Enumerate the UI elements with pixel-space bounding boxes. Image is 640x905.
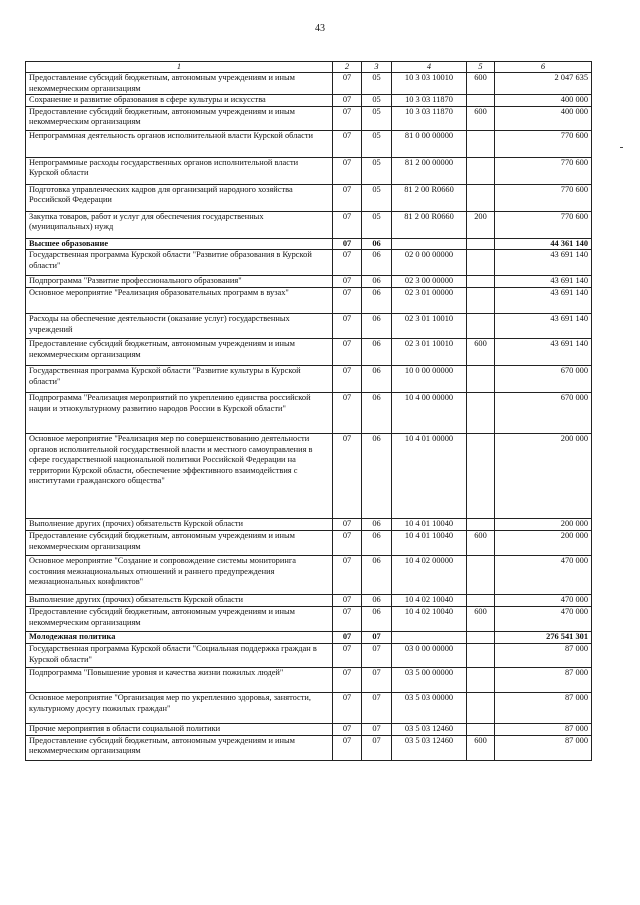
row-amount: 200 000 bbox=[495, 434, 592, 519]
table-row bbox=[26, 434, 592, 519]
table-row bbox=[26, 73, 592, 95]
table-row bbox=[26, 644, 592, 668]
row-expense-type bbox=[467, 250, 495, 276]
row-target-article: 03 5 03 12460 bbox=[392, 735, 467, 760]
row-name: Выполнение других (прочих) обязательств Курской области bbox=[26, 519, 333, 531]
table-row bbox=[26, 130, 592, 157]
row-expense-type bbox=[467, 668, 495, 693]
row-subsection: 06 bbox=[362, 519, 392, 531]
row-subsection: 06 bbox=[362, 531, 392, 556]
row-expense-type bbox=[467, 366, 495, 393]
row-name: Выполнение других (прочих) обязательств Курской области bbox=[26, 595, 333, 607]
table-row bbox=[26, 276, 592, 288]
row-amount: 87 000 bbox=[495, 693, 592, 724]
row-subsection: 07 bbox=[362, 693, 392, 724]
table-row bbox=[26, 556, 592, 595]
row-section: 07 bbox=[333, 531, 362, 556]
table-row bbox=[26, 519, 592, 531]
table-row-section-total bbox=[26, 238, 592, 250]
row-amount: 2 047 635 bbox=[495, 73, 592, 95]
table-row bbox=[26, 366, 592, 393]
row-target-article: 10 4 02 00000 bbox=[392, 556, 467, 595]
margin-mark bbox=[620, 147, 623, 148]
row-section: 07 bbox=[333, 632, 362, 644]
row-section: 07 bbox=[333, 644, 362, 668]
row-amount: 43 691 140 bbox=[495, 314, 592, 339]
row-target-article: 03 5 03 12460 bbox=[392, 724, 467, 736]
row-target-article: 02 3 00 00000 bbox=[392, 276, 467, 288]
row-section: 07 bbox=[333, 73, 362, 95]
row-target-article: 10 4 02 10040 bbox=[392, 595, 467, 607]
row-name: Подпрограмма "Реализация мероприятий по укреплению единства российской нации и этнокультурному развитию народов России в Курской области" bbox=[26, 393, 333, 434]
row-name: Непрограммные расходы государственных органов исполнительной власти Курской области bbox=[26, 157, 333, 184]
row-expense-type bbox=[467, 434, 495, 519]
row-subsection: 05 bbox=[362, 184, 392, 211]
table-row bbox=[26, 288, 592, 314]
row-expense-type: 600 bbox=[467, 73, 495, 95]
row-section: 07 bbox=[333, 556, 362, 595]
row-section: 07 bbox=[333, 288, 362, 314]
header-col-5: 5 bbox=[467, 62, 495, 73]
table-row bbox=[26, 157, 592, 184]
row-section: 07 bbox=[333, 157, 362, 184]
row-expense-type bbox=[467, 130, 495, 157]
row-section: 07 bbox=[333, 95, 362, 107]
row-name: Молодежная политика bbox=[26, 632, 333, 644]
row-subsection: 05 bbox=[362, 157, 392, 184]
row-target-article: 03 0 00 00000 bbox=[392, 644, 467, 668]
row-target-article: 03 5 03 00000 bbox=[392, 693, 467, 724]
header-col-6: 6 bbox=[495, 62, 592, 73]
row-name: Закупка товаров, работ и услуг для обеспечения государственных (муниципальных) нужд bbox=[26, 211, 333, 238]
row-name: Расходы на обеспечение деятельности (оказание услуг) государственных учреждений bbox=[26, 314, 333, 339]
row-expense-type bbox=[467, 519, 495, 531]
row-name: Подготовка управленческих кадров для организаций народного хозяйства Российской Федерации bbox=[26, 184, 333, 211]
row-subsection: 06 bbox=[362, 314, 392, 339]
row-expense-type bbox=[467, 184, 495, 211]
row-name: Предоставление субсидий бюджетным, автономным учреждениям и иным некоммерческим организациям bbox=[26, 607, 333, 632]
table-row bbox=[26, 314, 592, 339]
row-name: Основное мероприятие "Реализация образовательных программ в вузах" bbox=[26, 288, 333, 314]
row-expense-type: 600 bbox=[467, 607, 495, 632]
row-subsection: 07 bbox=[362, 632, 392, 644]
row-target-article bbox=[392, 632, 467, 644]
table-row bbox=[26, 339, 592, 366]
row-amount: 400 000 bbox=[495, 95, 592, 107]
row-expense-type bbox=[467, 556, 495, 595]
row-name: Сохранение и развитие образования в сфере культуры и искусства bbox=[26, 95, 333, 107]
row-name: Государственная программа Курской области "Развитие образования в Курской области" bbox=[26, 250, 333, 276]
table-row bbox=[26, 211, 592, 238]
row-subsection: 06 bbox=[362, 276, 392, 288]
row-expense-type: 200 bbox=[467, 211, 495, 238]
row-target-article: 81 2 00 R0660 bbox=[392, 211, 467, 238]
row-subsection: 05 bbox=[362, 106, 392, 130]
row-subsection: 06 bbox=[362, 556, 392, 595]
row-expense-type bbox=[467, 95, 495, 107]
row-target-article: 81 2 00 R0660 bbox=[392, 184, 467, 211]
row-section: 07 bbox=[333, 393, 362, 434]
row-section: 07 bbox=[333, 211, 362, 238]
row-target-article: 02 3 01 00000 bbox=[392, 288, 467, 314]
table-row bbox=[26, 668, 592, 693]
row-amount: 87 000 bbox=[495, 668, 592, 693]
row-name: Предоставление субсидий бюджетным, автономным учреждениям и иным некоммерческим организациям bbox=[26, 735, 333, 760]
row-target-article: 02 3 01 10010 bbox=[392, 339, 467, 366]
row-expense-type bbox=[467, 693, 495, 724]
header-col-2: 2 bbox=[333, 62, 362, 73]
row-subsection: 06 bbox=[362, 595, 392, 607]
row-amount: 470 000 bbox=[495, 595, 592, 607]
row-name: Непрограммная деятельность органов исполнительной власти Курской области bbox=[26, 130, 333, 157]
table-row bbox=[26, 393, 592, 434]
row-section: 07 bbox=[333, 724, 362, 736]
row-subsection: 06 bbox=[362, 250, 392, 276]
row-expense-type bbox=[467, 393, 495, 434]
row-target-article: 10 3 03 11870 bbox=[392, 95, 467, 107]
row-name: Высшее образование bbox=[26, 238, 333, 250]
row-target-article: 10 0 00 00000 bbox=[392, 366, 467, 393]
row-expense-type: 600 bbox=[467, 531, 495, 556]
row-name: Государственная программа Курской области "Развитие культуры в Курской области" bbox=[26, 366, 333, 393]
row-target-article: 10 4 02 10040 bbox=[392, 607, 467, 632]
row-subsection: 05 bbox=[362, 211, 392, 238]
row-section: 07 bbox=[333, 238, 362, 250]
table-row bbox=[26, 184, 592, 211]
row-name: Основное мероприятие "Создание и сопровождение системы мониторинга состояния межнациональных отношений и раннего предупреждения межнациональных конфликтов" bbox=[26, 556, 333, 595]
row-target-article: 10 4 01 10040 bbox=[392, 531, 467, 556]
row-name: Прочие мероприятия в области социальной политики bbox=[26, 724, 333, 736]
row-amount: 670 000 bbox=[495, 393, 592, 434]
row-subsection: 05 bbox=[362, 95, 392, 107]
row-subsection: 06 bbox=[362, 393, 392, 434]
row-subsection: 06 bbox=[362, 288, 392, 314]
row-subsection: 06 bbox=[362, 238, 392, 250]
row-subsection: 06 bbox=[362, 607, 392, 632]
row-amount: 44 361 140 bbox=[495, 238, 592, 250]
header-col-4: 4 bbox=[392, 62, 467, 73]
row-name: Предоставление субсидий бюджетным, автономным учреждениям и иным некоммерческим организациям bbox=[26, 73, 333, 95]
row-section: 07 bbox=[333, 668, 362, 693]
row-amount: 200 000 bbox=[495, 531, 592, 556]
table-row bbox=[26, 607, 592, 632]
row-amount: 87 000 bbox=[495, 735, 592, 760]
row-expense-type: 600 bbox=[467, 339, 495, 366]
row-amount: 43 691 140 bbox=[495, 339, 592, 366]
table-row bbox=[26, 106, 592, 130]
row-subsection: 06 bbox=[362, 339, 392, 366]
row-target-article: 10 3 03 11870 bbox=[392, 106, 467, 130]
row-expense-type bbox=[467, 724, 495, 736]
row-expense-type: 600 bbox=[467, 106, 495, 130]
row-amount: 276 541 301 bbox=[495, 632, 592, 644]
row-subsection: 06 bbox=[362, 366, 392, 393]
row-target-article: 10 3 03 10010 bbox=[392, 73, 467, 95]
row-amount: 770 600 bbox=[495, 157, 592, 184]
row-amount: 770 600 bbox=[495, 184, 592, 211]
row-amount: 200 000 bbox=[495, 519, 592, 531]
header-col-1: 1 bbox=[26, 62, 333, 73]
row-name: Предоставление субсидий бюджетным, автономным учреждениям и иным некоммерческим организациям bbox=[26, 106, 333, 130]
row-expense-type: 600 bbox=[467, 735, 495, 760]
row-target-article: 10 4 01 10040 bbox=[392, 519, 467, 531]
row-expense-type bbox=[467, 314, 495, 339]
row-amount: 43 691 140 bbox=[495, 276, 592, 288]
header-col-3: 3 bbox=[362, 62, 392, 73]
row-subsection: 07 bbox=[362, 735, 392, 760]
row-target-article: 02 3 01 10010 bbox=[392, 314, 467, 339]
table-header-row bbox=[26, 62, 592, 73]
row-target-article bbox=[392, 238, 467, 250]
row-amount: 87 000 bbox=[495, 724, 592, 736]
row-expense-type bbox=[467, 157, 495, 184]
row-section: 07 bbox=[333, 519, 362, 531]
row-amount: 400 000 bbox=[495, 106, 592, 130]
row-name: Предоставление субсидий бюджетным, автономным учреждениям и иным некоммерческим организациям bbox=[26, 531, 333, 556]
table-row-section-total bbox=[26, 632, 592, 644]
row-section: 07 bbox=[333, 434, 362, 519]
row-name: Основное мероприятие "Организация мер по укреплению здоровья, занятости, культурному досугу пожилых граждан" bbox=[26, 693, 333, 724]
table-row bbox=[26, 531, 592, 556]
row-section: 07 bbox=[333, 339, 362, 366]
table-row bbox=[26, 724, 592, 736]
row-section: 07 bbox=[333, 184, 362, 211]
row-section: 07 bbox=[333, 366, 362, 393]
row-name: Основное мероприятие "Реализация мер по совершенствованию деятельности органов исполнительной государственной власти и местного самоуправления в сфере государственной национальной политики Российской Федерации на территории Курской области, обеспечение эффективного взаимодействия с институтами гражданского общества" bbox=[26, 434, 333, 519]
row-name: Подпрограмма "Развитие профессионального образования" bbox=[26, 276, 333, 288]
row-target-article: 10 4 01 00000 bbox=[392, 434, 467, 519]
row-target-article: 02 0 00 00000 bbox=[392, 250, 467, 276]
row-target-article: 10 4 00 00000 bbox=[392, 393, 467, 434]
row-subsection: 07 bbox=[362, 724, 392, 736]
table-row bbox=[26, 250, 592, 276]
row-subsection: 07 bbox=[362, 668, 392, 693]
row-section: 07 bbox=[333, 250, 362, 276]
page-number: 43 bbox=[315, 23, 325, 34]
row-subsection: 06 bbox=[362, 434, 392, 519]
table-body bbox=[26, 73, 592, 761]
row-expense-type bbox=[467, 288, 495, 314]
row-amount: 43 691 140 bbox=[495, 250, 592, 276]
row-amount: 43 691 140 bbox=[495, 288, 592, 314]
row-section: 07 bbox=[333, 735, 362, 760]
row-amount: 470 000 bbox=[495, 556, 592, 595]
row-amount: 670 000 bbox=[495, 366, 592, 393]
row-amount: 470 000 bbox=[495, 607, 592, 632]
row-amount: 770 600 bbox=[495, 211, 592, 238]
row-expense-type bbox=[467, 276, 495, 288]
row-section: 07 bbox=[333, 276, 362, 288]
row-expense-type bbox=[467, 632, 495, 644]
row-amount: 770 600 bbox=[495, 130, 592, 157]
row-section: 07 bbox=[333, 607, 362, 632]
budget-table bbox=[25, 61, 592, 761]
row-subsection: 07 bbox=[362, 644, 392, 668]
row-target-article: 03 5 00 00000 bbox=[392, 668, 467, 693]
row-subsection: 05 bbox=[362, 73, 392, 95]
table-row bbox=[26, 595, 592, 607]
row-section: 07 bbox=[333, 693, 362, 724]
row-name: Государственная программа Курской области "Социальная поддержка граждан в Курской области" bbox=[26, 644, 333, 668]
row-amount: 87 000 bbox=[495, 644, 592, 668]
row-section: 07 bbox=[333, 130, 362, 157]
row-name: Предоставление субсидий бюджетным, автономным учреждениям и иным некоммерческим организациям bbox=[26, 339, 333, 366]
table-row bbox=[26, 693, 592, 724]
row-expense-type bbox=[467, 595, 495, 607]
row-target-article: 81 2 00 00000 bbox=[392, 157, 467, 184]
row-name: Подпрограмма "Повышение уровня и качества жизни пожилых людей" bbox=[26, 668, 333, 693]
row-expense-type bbox=[467, 644, 495, 668]
row-target-article: 81 0 00 00000 bbox=[392, 130, 467, 157]
table-row bbox=[26, 735, 592, 760]
row-section: 07 bbox=[333, 314, 362, 339]
row-section: 07 bbox=[333, 106, 362, 130]
table-row bbox=[26, 95, 592, 107]
row-section: 07 bbox=[333, 595, 362, 607]
row-expense-type bbox=[467, 238, 495, 250]
row-subsection: 05 bbox=[362, 130, 392, 157]
